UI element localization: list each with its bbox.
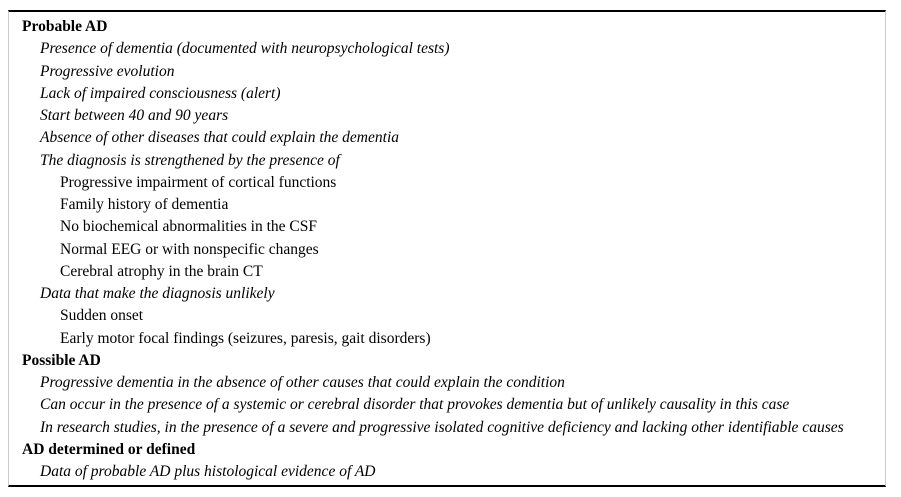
criteria-item: No biochemical abnormalities in the CSF xyxy=(60,218,317,236)
section-header: Probable AD xyxy=(22,18,108,35)
criteria-item: Start between 40 and 90 years xyxy=(40,107,229,124)
criteria-item: Progressive dementia in the absence of other causes that could explain the condition xyxy=(40,374,565,391)
criteria-item: Cerebral atrophy in the brain CT xyxy=(60,262,263,280)
criteria-item: Early motor focal findings (seizures, paresis, gait disorders) xyxy=(60,329,431,347)
criteria-item: Data of probable AD plus histological evidence of AD xyxy=(40,463,376,480)
criteria-item: Data that make the diagnosis unlikely xyxy=(40,285,275,302)
diagnostic-criteria-table xyxy=(8,10,886,487)
criteria-item: Lack of impaired consciousness (alert) xyxy=(40,84,281,102)
criteria-item: The diagnosis is strengthened by the presence of xyxy=(40,151,340,169)
section-header: AD determined or defined xyxy=(22,440,196,458)
criteria-item: Progressive impairment of cortical functions xyxy=(60,173,337,191)
section-header: Possible AD xyxy=(22,351,101,369)
criteria-item: Progressive evolution xyxy=(40,62,175,80)
criteria-item: Normal EEG or with nonspecific changes xyxy=(60,240,319,258)
criteria-item: In research studies, in the presence of a severe and progressive isolated cognitive deficiency and lacking other identifiable causes xyxy=(40,418,844,436)
criteria-item: Absence of other diseases that could explain the dementia xyxy=(40,129,399,147)
criteria-item: Sudden onset xyxy=(60,307,144,325)
criteria-item: Presence of dementia (documented with neuropsychological tests) xyxy=(40,40,450,58)
criteria-item: Can occur in the presence of a systemic or cerebral disorder that provokes dementia but of unlikely causality in this case xyxy=(40,396,790,414)
criteria-item: Family history of dementia xyxy=(60,196,229,213)
